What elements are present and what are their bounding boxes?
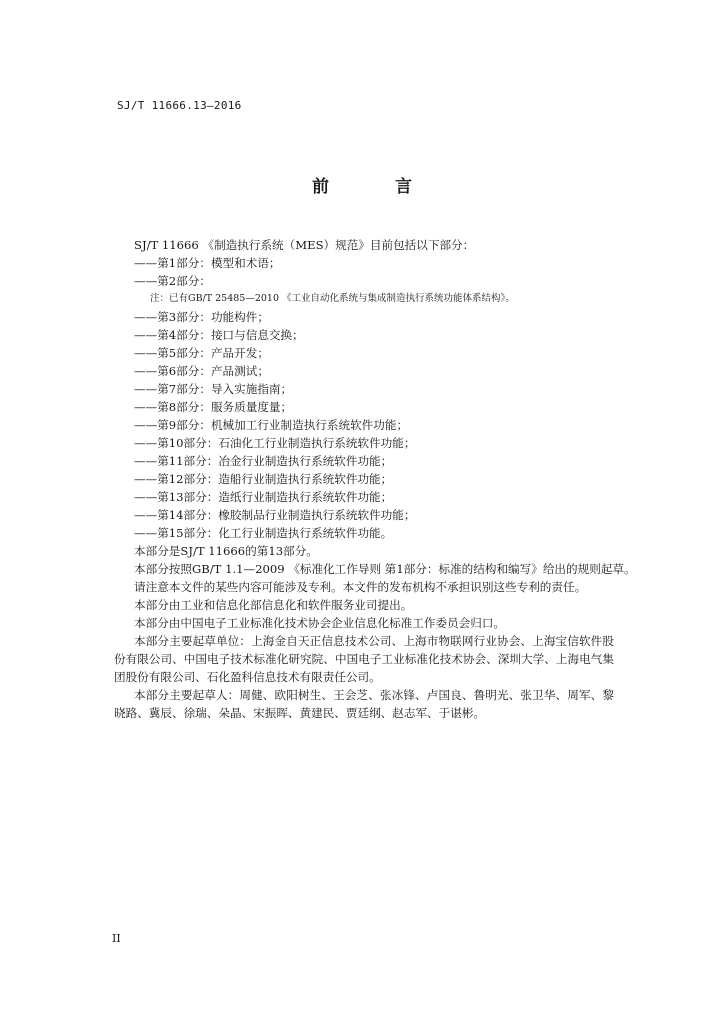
part-list-item: ——第12部分：造船行业制造执行系统软件功能； [134,472,393,486]
part-list-item: ——第2部分： [134,274,211,288]
proposed-by-paragraph: 本部分由工业和信息化部信息化和软件服务业司提出。 [134,598,413,612]
page-title: 前 言 [312,177,442,197]
part-list-item: ——第10部分：石油化工行业制造执行系统软件功能； [134,436,416,450]
standard-number: SJ/T 11666.13—2016 [117,99,242,112]
part-list-item: ——第11部分：冶金行业制造执行系统软件功能； [134,454,393,468]
part-list-item: ——第8部分：服务质量度量； [134,400,293,414]
intro-paragraph: SJ/T 11666 《制造执行系统（MES）规范》目前包括以下部分： [134,238,475,252]
foreword-body [114,236,636,722]
part-list-item: ——第3部分：功能构件； [134,310,269,324]
part-list-item: ——第13部分：造纸行业制造执行系统软件功能； [134,490,393,504]
part-list-item: ——第5部分：产品开发； [134,346,269,360]
part-list-item: ——第1部分：模型和术语； [134,256,281,270]
page-number: II [112,932,121,945]
this-part-paragraph: 本部分是SJ/T 11666的第13部分。 [134,544,318,558]
part-list-item: ——第6部分：产品测试； [134,364,269,378]
drafters-paragraph: 本部分主要起草人：周健、欧阳树生、王会芝、张冰锋、卢国良、鲁明光、张卫华、周军、黎晓路、冀辰、徐瑞、朵晶、宋振晖、黄建民、贾廷纲、赵志军、于谌彬。 [114,688,614,720]
patent-notice-paragraph: 请注意本文件的某些内容可能涉及专利。本文件的发布机构不承担识别这些专利的责任。 [134,580,587,594]
part-list-item: ——第7部分：导入实施指南； [134,382,293,396]
part-list-item: ——第15部分：化工行业制造执行系统软件功能。 [134,526,393,540]
part-list-item: ——第14部分：橡胶制品行业制造执行系统软件功能； [134,508,416,522]
centralized-by-paragraph: 本部分由中国电子工业标准化技术协会企业信息化标准工作委员会归口。 [134,616,506,630]
drafting-rules-paragraph: 本部分按照GB/T 1.1—2009 《标准化工作导则 第1部分：标准的结构和编写》给出的规则起草。 [134,562,636,576]
note-text: 注：已有GB/T 25485—2010 《工业自动化系统与集成制造执行系统功能体系结构》。 [150,293,515,304]
part-list-item: ——第9部分：机械加工行业制造执行系统软件功能； [134,418,409,432]
part-list-item: ——第4部分：接口与信息交换； [134,328,304,342]
drafting-units-paragraph: 本部分主要起草单位：上海金自天正信息技术公司、上海市物联网行业协会、上海宝信软件股份有限公司、中国电子技术标准化研究院、中国电子工业标准化技术协会、深圳大学、上海电气集团股份有限公司、石化盈科信息技术有限责任公司。 [114,634,614,684]
